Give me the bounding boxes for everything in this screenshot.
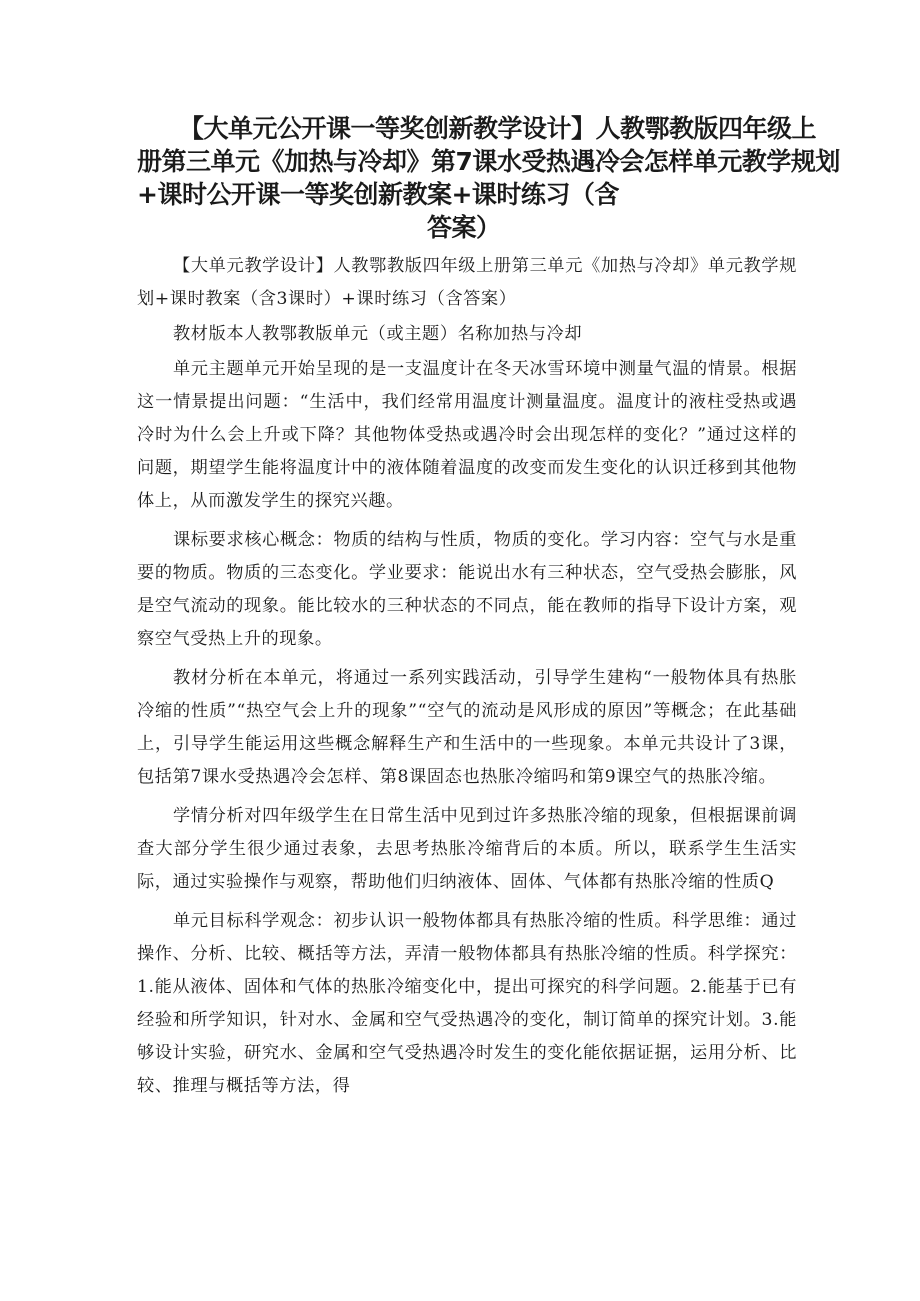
paragraph-curriculum-requirements: 课标要求核心概念：物质的结构与性质，物质的变化。学习内容：空气与水是重要的物质。物质的三态变化。学业要求：能说出水有三种状态，空气受热会膨胀，风是空气流动的现象。能比较水的三种状态的不同点，能在教师的指导下设计方案，观察空气受热上升的现象。: [137, 530, 797, 649]
paragraph-unit-goals: 单元目标科学观念：初步认识一般物体都具有热胀冷缩的性质。科学思维：通过操作、分析、比较、概括等方法，弄清一般物体都具有热胀冷缩的性质。科学探究：1.能从液体、固体和气体的热胀冷缩变化中，提出可探究的科学问题。2.能基于已有经验和所学知识，针对水、金属和空气受热遇冷的变化，制订简单的探究计划。3.能够设计实验，研究水、金属和空气受热遇冷时发生的变化能依据证据，运用分析、比较、推理与概括等方法，得: [137, 911, 797, 1096]
paragraph-student-analysis: 学情分析对四年级学生在日常生活中见到过许多热胀冷缩的现象，但根据课前调查大部分学生很少通过表象，去思考热胀冷缩背后的本质。所以，联系学生生活实际，通过实验操作与观察，帮助他们归纳液体、固体、气体都有热胀冷缩的性质Q: [137, 806, 797, 892]
paragraph-intro: 【大单元教学设计】人教鄂教版四年级上册第三单元《加热与冷却》单元教学规划+课时教案（含3课时）+课时练习（含答案）: [137, 256, 797, 309]
title-line-2: 册第三单元《加热与冷却》第7课水受热遇冷会怎样单元教学规划: [137, 147, 840, 176]
document-body: [137, 250, 797, 1105]
paragraph-textbook-analysis: 教材分析在本单元，将通过一系列实践活动，引导学生建构“一般物体具有热胀冷缩的性质”“热空气会上升的现象”“空气的流动是风形成的原因”等概念；在此基础上，引导学生能运用这些概念解释生产和生活中的一些现象。本单元共设计了3课，包括第7课水受热遇冷会怎样、第8课固态也热胀冷缩吗和第9课空气的热胀冷缩。: [137, 668, 797, 787]
document-title: [137, 112, 840, 244]
paragraph-textbook-version: 教材版本人教鄂教版单元（或主题）名称加热与冷却: [173, 324, 583, 344]
title-line-3: +课时公开课一等奖创新教案+课时练习（含: [137, 180, 619, 209]
title-line-4: 答案）: [427, 213, 501, 242]
paragraph-unit-theme: 单元主题单元开始呈现的是一支温度计在冬天冰雪环境中测量气温的情景。根据这一情景提出问题：“生活中，我们经常用温度计测量温度。温度计的液柱受热或遇冷时为什么会上升或下降？其他物体受热或遇冷时会出现怎样的变化？”通过这样的问题，期望学生能将温度计中的液体随着温度的改变而发生变化的认识迁移到其他物体上，从而激发学生的探究兴趣。: [137, 359, 797, 511]
title-line-1: 【大单元公开课一等奖创新教学设计】人教鄂教版四年级上: [179, 114, 817, 143]
